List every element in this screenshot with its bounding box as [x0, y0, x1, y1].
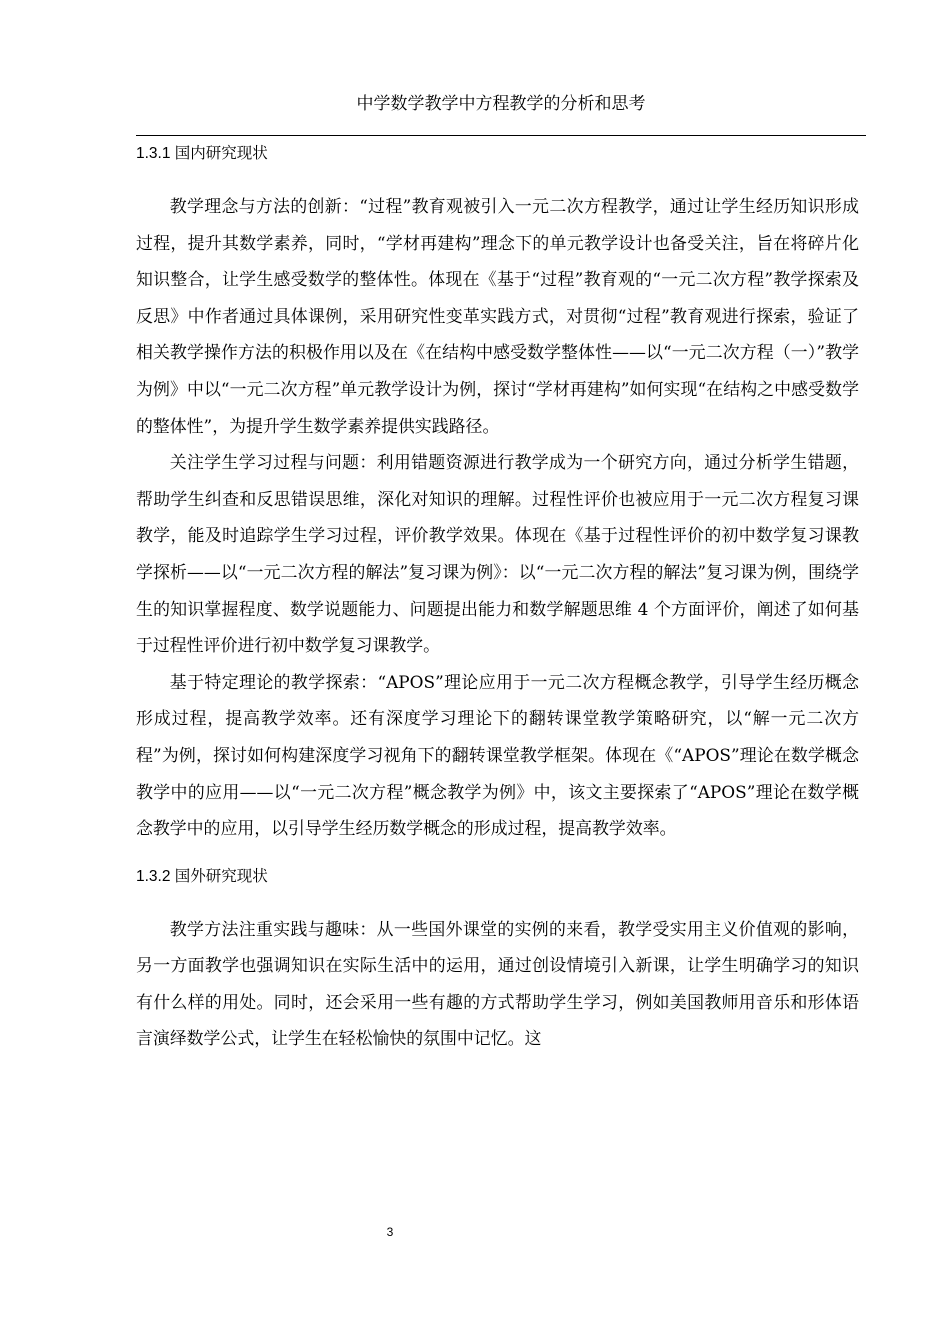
section-heading-domestic: 1.3.1 国内研究现状 — [136, 145, 268, 162]
paragraph: 关注学生学习过程与问题：利用错题资源进行教学成为一个研究方向，通过分析学生错题，帮助学生纠查和反思错误思维，深化对知识的理解。过程性评价也被应用于一元二次方程复习课教学，能及时追踪学生学习过程，评价教学效果。体现在《基于过程性评价的初中数学复习课教学探析——以“一元二次方程的解法”复习课为例》：以“一元二次方程的解法”复习课为例，围绕学生的知识掌握程度、数学说题能力、问题提出能力和数学解题思维 4 个方面评价，阐述了如何基于过程性评价进行初中数学复习课教学。 — [136, 452, 859, 656]
paragraph: 基于特定理论的教学探索：“APOS”理论应用于一元二次方程概念教学，引导学生经历概念形成过程，提高教学效率。还有深度学习理论下的翻转课堂教学策略研究，以“解一元二次方程”为例，探讨如何构建深度学习视角下的翻转课堂教学框架。体现在《“APOS”理论在数学概念教学中的应用——以“一元二次方程”概念教学为例》中，该文主要探索了“APOS”理论在数学概念教学中的应用，以引导学生经历数学概念的形成过程，提高教学效率。 — [136, 671, 859, 839]
paragraph: 教学方法注重实践与趣味：从一些国外课堂的实例的来看，教学受实用主义价值观的影响，另一方面教学也强调知识在实际生活中的运用，通过创设情境引入新课，让学生明确学习的知识有什么样的用处。同时，还会采用一些有趣的方式帮助学生学习，例如美国教师用音乐和形体语言演绎数学公式，让学生在轻松愉快的氛围中记忆。这 — [136, 918, 859, 1049]
page-number: 3 — [386, 1225, 394, 1239]
paragraph: 教学理念与方法的创新：“过程”教育观被引入一元二次方程教学，通过让学生经历知识形成过程，提升其数学素养，同时，“学材再建构”理念下的单元教学设计也备受关注，旨在将碎片化知识整合，让学生感受数学的整体性。体现在《基于“过程”教育观的“一元二次方程”教学探索及反思》中作者通过具体课例，采用研究性变革实践方式，对贯彻“过程”教育观进行探索，验证了相关教学操作方法的积极作用以及在《在结构中感受数学整体性——以“一元二次方程（一）”教学为例》中以“一元二次方程”单元教学设计为例，探讨“学材再建构”如何实现“在结构之中感受数学的整体性”，为提升学生数学素养提供实践路径。 — [136, 196, 859, 436]
running-header: 中学数学教学中方程教学的分析和思考 — [356, 94, 646, 114]
header-rule — [136, 135, 866, 136]
section-heading-foreign: 1.3.2 国外研究现状 — [136, 867, 268, 885]
document-body — [136, 140, 859, 1057]
